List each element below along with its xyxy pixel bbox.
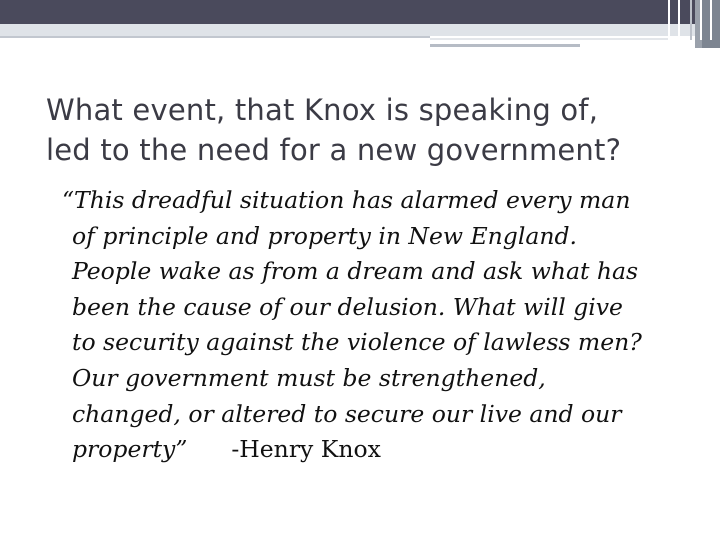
quote-line: property” (72, 435, 188, 464)
quote-line: Our government must be strengthened, (72, 363, 546, 392)
quote-attribution: -Henry Knox (231, 435, 381, 464)
header-divider (678, 0, 680, 40)
quote-line: “This dreadful situation has alarmed every man (62, 186, 631, 214)
header-accent-line (430, 44, 580, 47)
quote-line: of principle and property in New England. (72, 221, 577, 250)
quote-line: People wake as from a dream and ask what has (72, 257, 639, 286)
header-divider (700, 0, 702, 40)
header-accent-line (0, 36, 430, 38)
header-accent-line (430, 38, 670, 40)
quote-line: changed, or altered to secure our live and our (72, 399, 622, 428)
quote-line: been the cause of our delusion. What will give (72, 292, 623, 321)
quote-last-line (62, 432, 712, 468)
header-divider (710, 0, 712, 40)
knox-quote (62, 183, 712, 468)
header-stripe (0, 24, 720, 36)
header-divider (668, 0, 670, 40)
header-bar (0, 0, 720, 24)
header-divider (690, 0, 692, 40)
quote-line: to security against the violence of lawless men? (72, 328, 642, 357)
title-line: led to the need for a new government? (46, 133, 622, 167)
slide-title (46, 90, 706, 170)
title-line: What event, that Knox is speaking of, (46, 93, 599, 127)
